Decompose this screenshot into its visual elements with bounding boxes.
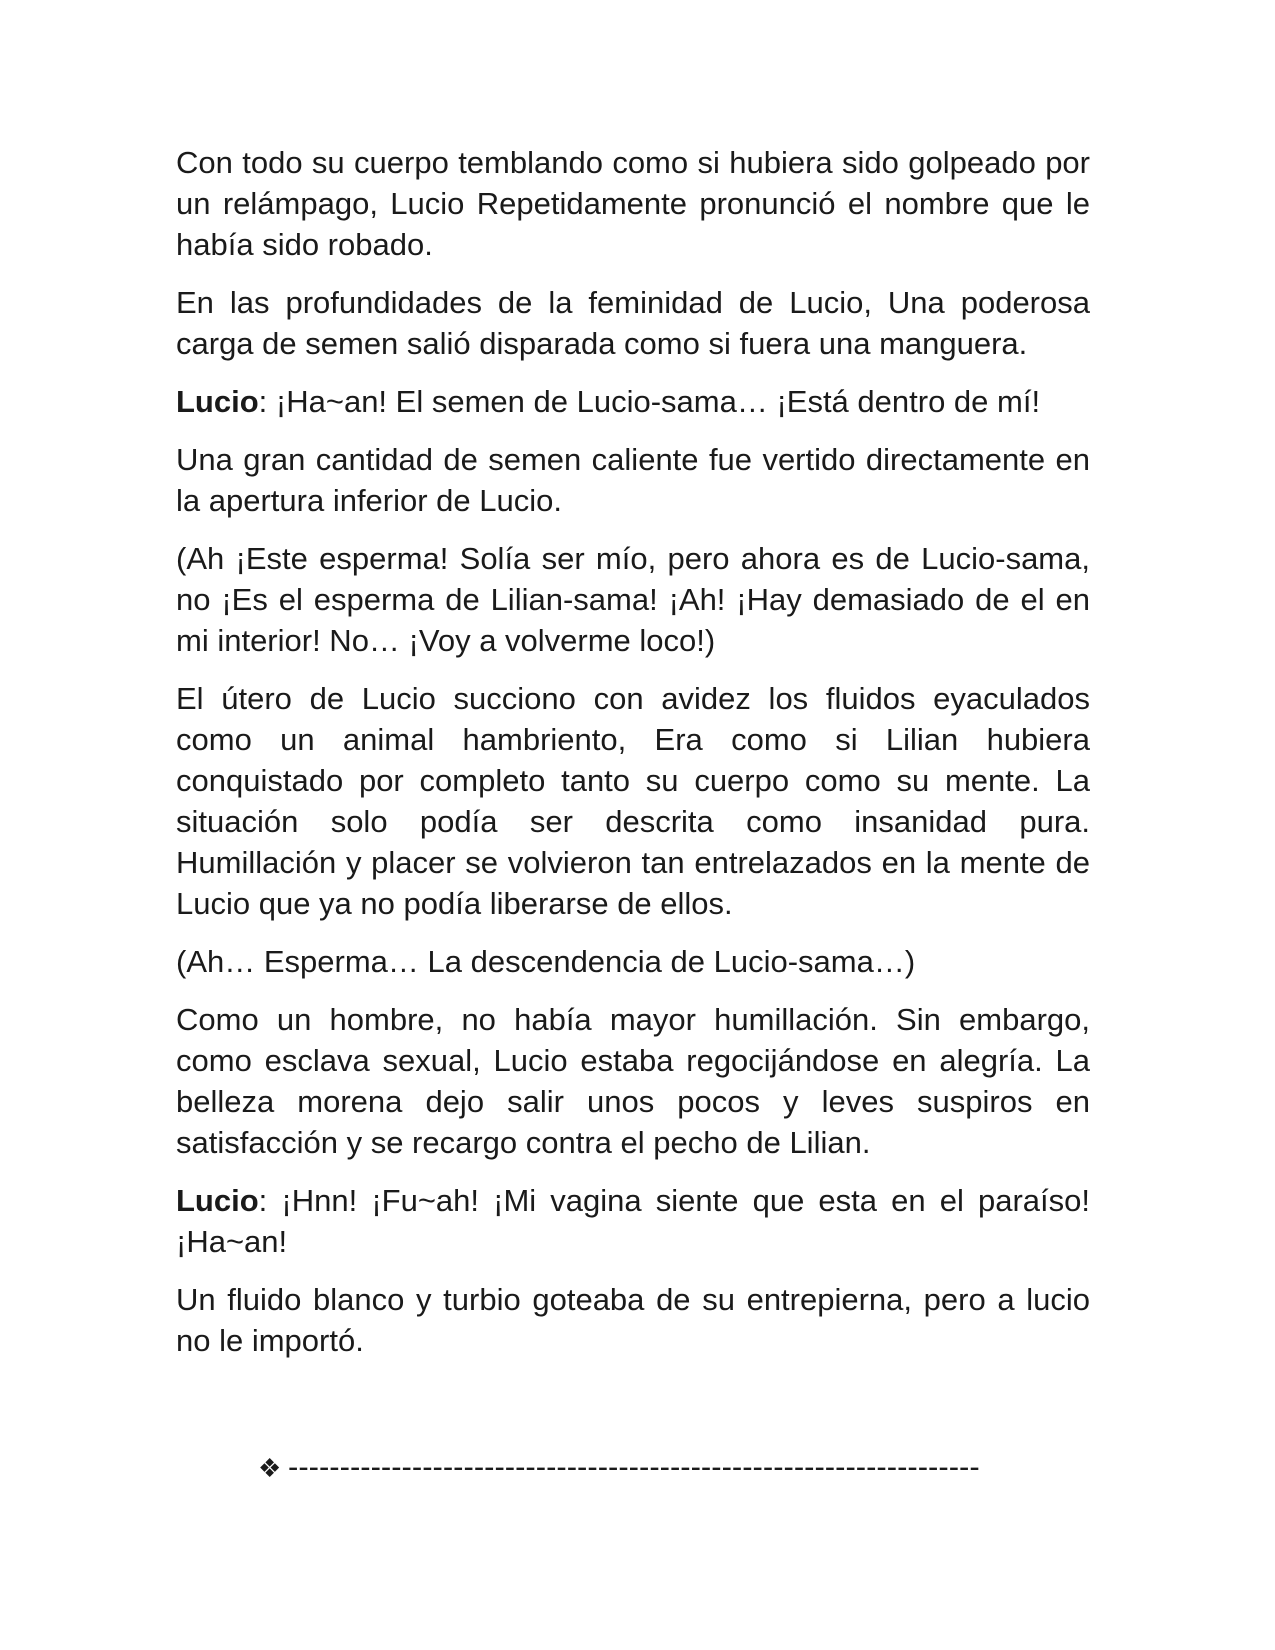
paragraph-7: Como un hombre, no había mayor humillación. Sin embargo, como esclava sexual, Lucio estaba regocijándose en alegría. La belleza morena dejo salir unos pocos y leves suspiros en satisfacción y se recargo contra el pecho de Lilian. [176,1002,1090,1160]
separator-line: ------------------------------------------------------------------- [288,1449,980,1484]
dialogue-text: : ¡Hnn! ¡Fu~ah! ¡Mi vagina siente que esta en el paraíso! ¡Ha~an! [176,1183,1090,1259]
paragraph-1: Con todo su cuerpo temblando como si hubiera sido golpeado por un relámpago, Lucio Repetidamente pronunció el nombre que le había sido robado. [176,145,1090,262]
dialogue-text: : ¡Ha~an! El semen de Lucio-sama… ¡Está dentro de mí! [258,384,1041,419]
four-diamond-icon: ❖ [258,1453,282,1483]
section-separator [258,1447,1058,1488]
paragraph-8: Un fluido blanco y turbio goteaba de su entrepierna, pero a lucio no le importó. [176,1282,1090,1358]
paragraph-2: En las profundidades de la feminidad de Lucio, Una poderosa carga de semen salió disparada como si fuera una manguera. [176,285,1090,361]
dialogue-line-2 [176,1180,1090,1262]
paragraph-3: Una gran cantidad de semen caliente fue vertido directamente en la apertura inferior de Lucio. [176,442,1090,518]
document-body [176,142,1090,1378]
paragraph-6: (Ah… Esperma… La descendencia de Lucio-sama…) [176,944,916,979]
paragraph-4: (Ah ¡Este esperma! Solía ser mío, pero ahora es de Lucio-sama, no ¡Es el esperma de Lilian-sama! ¡Ah! ¡Hay demasiado de el en mi interior! No… ¡Voy a volverme loco!) [176,541,1090,658]
paragraph-5: El útero de Lucio succiono con avidez los fluidos eyaculados como un animal hambriento, Era como si Lilian hubiera conquistado por completo tanto su cuerpo como su mente. La situación solo podía ser descrita como insanidad pura. Humillación y placer se volvieron tan entrelazados en la mente de Lucio que ya no podía liberarse de ellos. [176,681,1090,921]
dialogue-line-1 [176,381,1090,422]
speaker-name: Lucio [176,1183,259,1218]
speaker-name: Lucio [176,384,259,419]
